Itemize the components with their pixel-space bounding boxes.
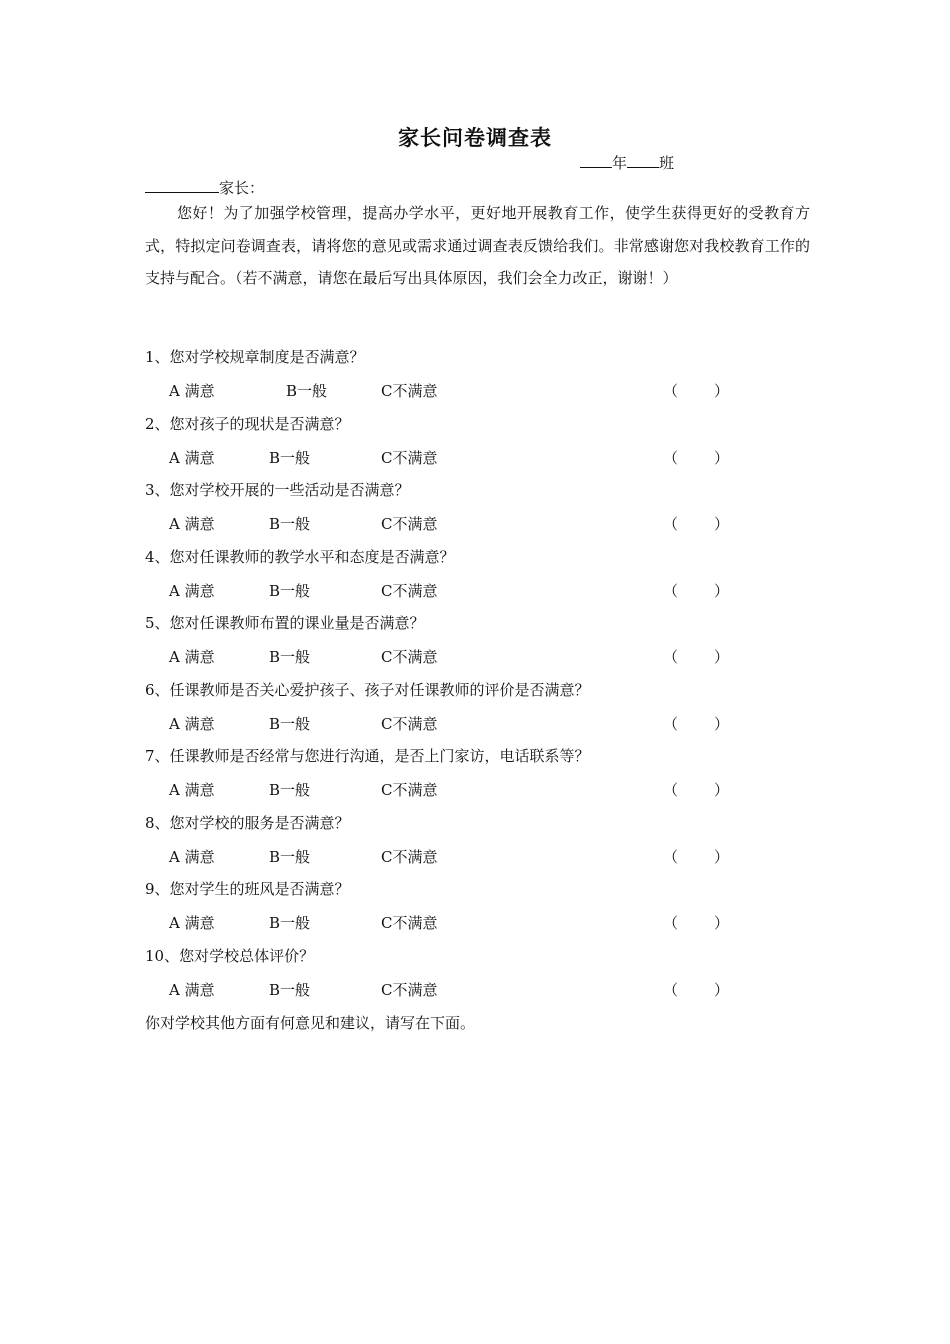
answer-box[interactable] — [663, 447, 729, 468]
option-c[interactable]: C不满意 — [381, 581, 438, 600]
option-a[interactable]: A 满意 — [169, 980, 215, 999]
option-a[interactable]: A 满意 — [169, 714, 215, 733]
intro-paragraph: 您好！为了加强学校管理，提高办学水平，更好地开展教育工作，使学生获得更好的受教育方式，特拟定问卷调查表，请将您的意见或需求通过调查表反馈给我们。非常感谢您对我校教育工作的支持与配合。（若不满意，请您在最后写出具体原因，我们会全力改正，谢谢！） — [145, 204, 810, 287]
option-c[interactable]: C不满意 — [381, 382, 438, 400]
option-c[interactable]: C不满意 — [381, 914, 438, 932]
parent-name-blank[interactable] — [145, 178, 219, 193]
option-a[interactable]: A 满意 — [169, 515, 215, 533]
year-blank[interactable] — [580, 153, 612, 168]
question-text: 9、您对学生的班风是否满意？ — [145, 880, 350, 898]
answer-paren-open: （ — [663, 648, 679, 666]
answer-paren-close: ） — [714, 448, 730, 467]
answer-paren-close: ） — [714, 648, 730, 666]
answer-box[interactable] — [663, 713, 729, 734]
option-a[interactable]: A 满意 — [169, 382, 215, 400]
option-b[interactable]: B一般 — [269, 914, 311, 932]
option-b[interactable]: B一般 — [286, 382, 328, 400]
class-label: 班 — [659, 154, 675, 172]
answer-paren-open: （ — [663, 581, 679, 600]
answer-paren-close: ） — [714, 847, 730, 866]
option-c[interactable]: C不满意 — [381, 781, 438, 799]
answer-box[interactable] — [663, 580, 729, 601]
question-text: 10、您对学校总体评价？ — [145, 946, 315, 965]
answer-paren-close: ） — [714, 914, 730, 932]
answer-box[interactable] — [663, 380, 729, 401]
answer-box[interactable] — [663, 513, 729, 534]
question-text: 3、您对学校开展的一些活动是否满意？ — [145, 481, 410, 499]
answer-paren-close: ） — [714, 515, 730, 533]
answer-paren-open: （ — [663, 980, 679, 999]
answer-paren-open: （ — [663, 515, 679, 533]
option-b[interactable]: B一般 — [269, 847, 311, 866]
class-blank[interactable] — [627, 153, 659, 168]
closing-text: 你对学校其他方面有何意见和建议，请写在下面。 — [145, 1014, 476, 1032]
option-c[interactable]: C不满意 — [381, 648, 438, 666]
answer-box[interactable] — [663, 846, 729, 867]
option-a[interactable]: A 满意 — [169, 847, 215, 866]
page-title: 家长问卷调查表 — [398, 125, 552, 150]
option-b[interactable]: B一般 — [269, 781, 311, 799]
option-a[interactable]: A 满意 — [169, 648, 215, 666]
question-text: 7、任课教师是否经常与您进行沟通，是否上门家访，电话联系等？ — [145, 747, 590, 765]
class-line — [580, 152, 674, 173]
option-a[interactable]: A 满意 — [169, 914, 215, 932]
option-b[interactable]: B一般 — [269, 980, 311, 999]
answer-paren-open: （ — [663, 914, 679, 932]
option-b[interactable]: B一般 — [269, 648, 311, 666]
option-c[interactable]: C不满意 — [381, 515, 438, 533]
answer-box[interactable] — [663, 646, 729, 667]
answer-paren-open: （ — [663, 448, 679, 467]
option-b[interactable]: B一般 — [269, 448, 311, 467]
option-c[interactable]: C不满意 — [381, 714, 438, 733]
answer-paren-open: （ — [663, 714, 679, 733]
question-text: 1、您对学校规章制度是否满意？ — [145, 348, 365, 366]
parent-salutation — [145, 177, 264, 198]
answer-paren-close: ） — [714, 980, 730, 999]
parent-label: 家长： — [219, 179, 265, 197]
question-text: 6、任课教师是否关心爱护孩子、孩子对任课教师的评价是否满意？ — [145, 680, 590, 699]
question-text: 5、您对任课教师布置的课业量是否满意？ — [145, 614, 425, 632]
option-c[interactable]: C不满意 — [381, 448, 438, 467]
option-c[interactable]: C不满意 — [381, 847, 438, 866]
option-a[interactable]: A 满意 — [169, 448, 215, 467]
answer-paren-open: （ — [663, 847, 679, 866]
answer-paren-open: （ — [663, 382, 679, 400]
answer-box[interactable] — [663, 779, 729, 800]
answer-paren-close: ） — [714, 781, 730, 799]
answer-paren-open: （ — [663, 781, 679, 799]
option-a[interactable]: A 满意 — [169, 581, 215, 600]
option-a[interactable]: A 满意 — [169, 781, 215, 799]
answer-box[interactable] — [663, 979, 729, 1000]
answer-paren-close: ） — [714, 714, 730, 733]
question-text: 8、您对学校的服务是否满意？ — [145, 813, 350, 832]
question-text: 4、您对任课教师的教学水平和态度是否满意？ — [145, 547, 455, 566]
question-text: 2、您对孩子的现状是否满意？ — [145, 414, 350, 433]
answer-paren-close: ） — [714, 382, 730, 400]
option-c[interactable]: C不满意 — [381, 980, 438, 999]
option-b[interactable]: B一般 — [269, 714, 311, 733]
answer-paren-close: ） — [714, 581, 730, 600]
option-b[interactable]: B一般 — [269, 515, 311, 533]
option-b[interactable]: B一般 — [269, 581, 311, 600]
answer-box[interactable] — [663, 912, 729, 933]
year-label: 年 — [612, 154, 628, 172]
